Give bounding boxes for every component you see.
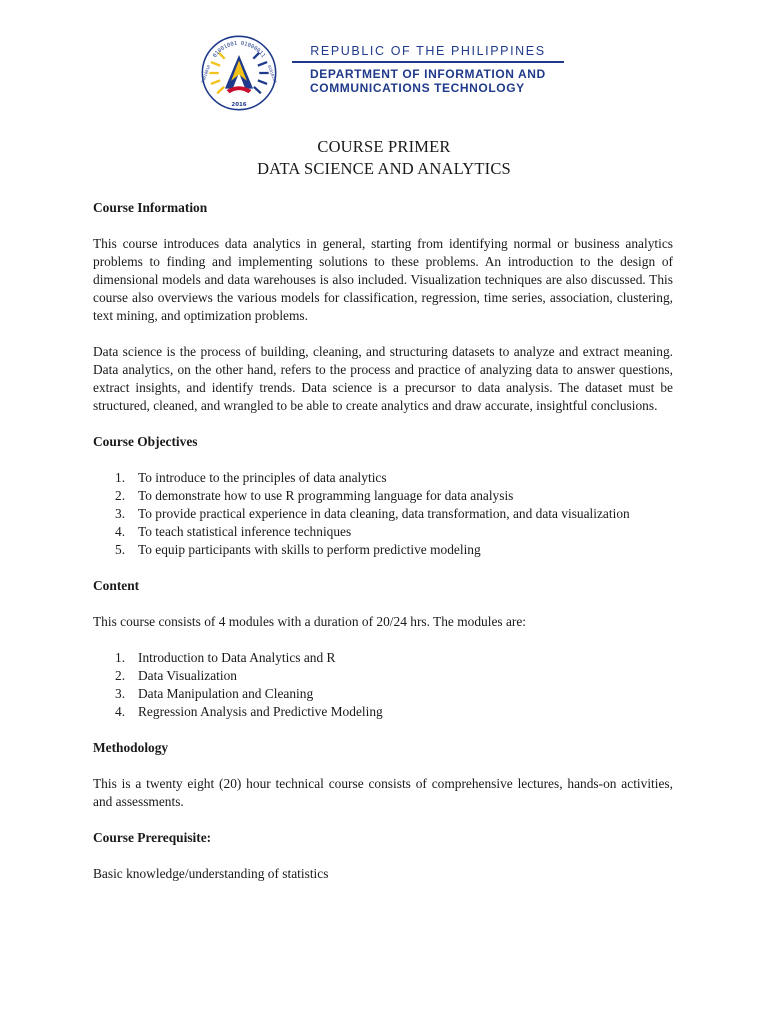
list-item: 2. To demonstrate how to use R programming language for data analysis [115, 488, 514, 503]
content-heading: Content [93, 578, 140, 593]
methodology-heading: Methodology [93, 740, 169, 755]
seal-ring-text: 01001001 01000011 [212, 40, 266, 59]
list-item: 4. Regression Analysis and Predictive Modeling [115, 704, 383, 719]
methodology-text: This is a twenty eight (20) hour technical course consists of comprehensive lectures, hands-on activities, and assessments. [93, 776, 673, 809]
title-line-2: DATA SCIENCE AND ANALYTICS [257, 159, 511, 178]
seal-year: 2016 [231, 101, 247, 108]
seal-ring-right: 01010100 [266, 64, 278, 84]
course-information-paragraph-2: Data science is the process of building, cleaning, and structuring datasets to analyze and extract meaning. Data analytics, on the other hand, refers to the process and practice of analyzing data to answer questions, extract insights, and identify trends. Data science is a precursor to data analysis. The dataset must be structured, cleaned, and wrangled to be able to create analytics and draw accurate, insightful conclusions. [93, 344, 673, 413]
department-line-2: COMMUNICATIONS TECHNOLOGY [310, 80, 525, 95]
title-line-1: COURSE PRIMER [317, 137, 451, 156]
seal-ring-left: 01010010 [200, 64, 212, 84]
department-line-1: DEPARTMENT OF INFORMATION AND [310, 66, 546, 81]
modules-list [93, 649, 673, 721]
agency-name [292, 44, 564, 95]
list-item: 2. Data Visualization [115, 668, 237, 683]
letterhead [196, 28, 576, 112]
republic-label: REPUBLIC OF THE PHILIPPINES [310, 44, 546, 58]
list-item: 3. Data Manipulation and Cleaning [115, 686, 314, 701]
list-item: 1. To introduce to the principles of data analytics [115, 470, 387, 485]
prerequisite-text: Basic knowledge/understanding of statistics [93, 866, 329, 881]
dict-seal-logo [200, 34, 278, 112]
course-objectives-heading: Course Objectives [93, 434, 198, 449]
list-item: 3. To provide practical experience in data cleaning, data transformation, and data visualization [115, 506, 630, 521]
objectives-list [93, 469, 673, 559]
list-item: 5. To equip participants with skills to perform predictive modeling [115, 542, 481, 557]
course-information-heading: Course Information [93, 200, 208, 215]
prerequisite-heading: Course Prerequisite: [93, 830, 212, 845]
content-intro: This course consists of 4 modules with a duration of 20/24 hrs. The modules are: [93, 614, 527, 629]
list-item: 4. To teach statistical inference techniques [115, 524, 352, 539]
list-item: 1. Introduction to Data Analytics and R [115, 650, 336, 665]
course-information-paragraph-1: This course introduces data analytics in general, starting from identifying normal or business analytics problems to finding and implementing solutions to these problems. An introduction to the design of dimensional models and data warehouses is also included. Visualization techniques are also discussed. This course also overviews the various models for classification, regression, time series, association, clustering, text mining, and optimization problems. [93, 236, 673, 323]
document-title [0, 136, 768, 180]
header-rule [292, 61, 564, 63]
document-body [93, 199, 673, 883]
